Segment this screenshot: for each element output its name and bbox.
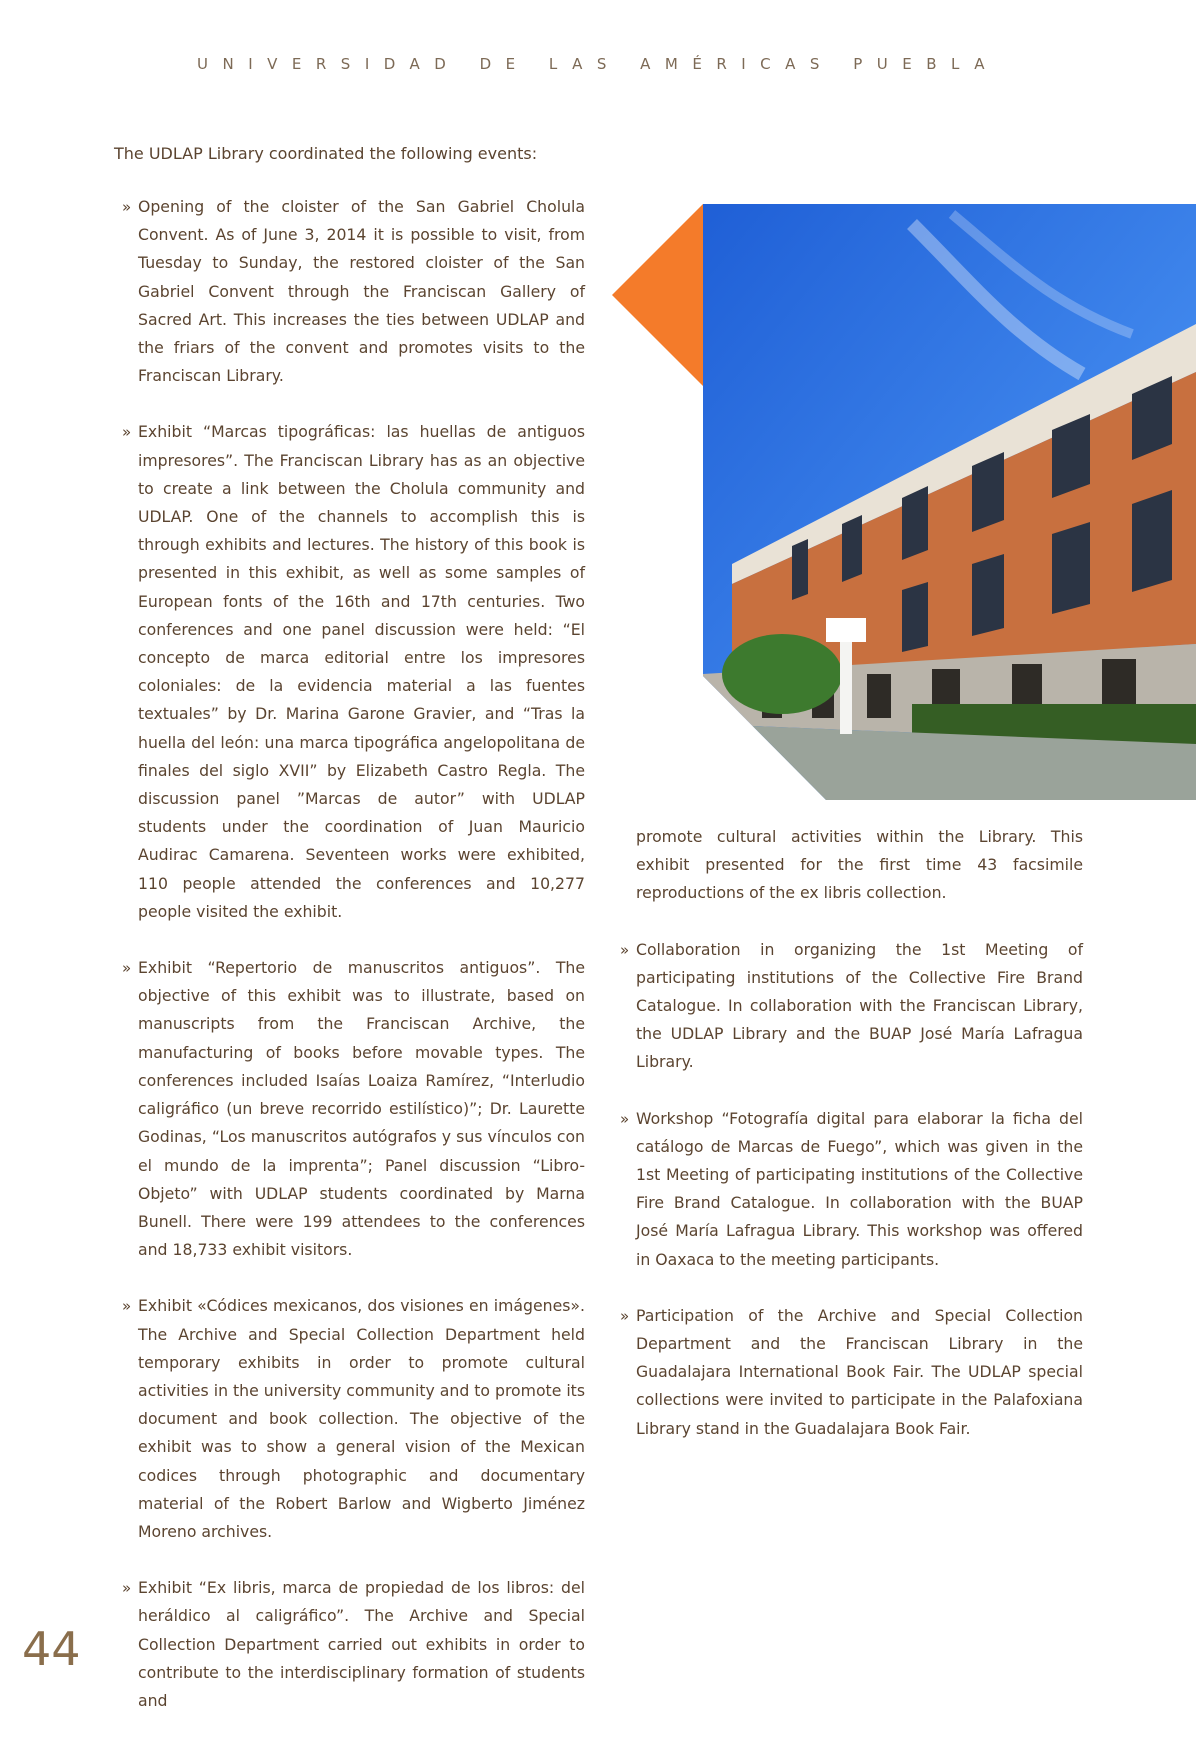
building-photo-graphic xyxy=(612,204,1196,800)
bullet-icon: » xyxy=(122,423,132,442)
bullet-icon: » xyxy=(620,1109,630,1128)
bullet-icon: » xyxy=(122,959,132,978)
list-item-text: Opening of the cloister of the San Gabriel Cholula Convent. As of June 3, 2014 it is possible to visit, from Tuesday to Sunday, the restored cloister of the San Gabriel Convent through the Franciscan Gallery of Sacred Art. This increases the ties between UDLAP and the friars of the convent and promotes visits to the Franciscan Library. xyxy=(138,197,585,386)
running-header: UNIVERSIDAD DE LAS AMÉRICAS PUEBLA xyxy=(197,55,999,73)
orange-triangle-accent xyxy=(612,204,703,386)
bullet-icon: » xyxy=(122,1297,132,1316)
list-item xyxy=(620,1105,1083,1274)
list-item xyxy=(620,1302,1083,1443)
bullet-icon: » xyxy=(620,940,630,959)
page-number: 44 xyxy=(22,1622,81,1676)
list-item-text: Exhibit “Ex libris, marca de propiedad de los libros: del heráldico al caligráfico”. The Archive and Special Collection Department carried out exhibits in order to contribute to the interdisciplinary formation of students and xyxy=(138,1578,585,1710)
list-item xyxy=(122,1292,586,1546)
list-item xyxy=(122,193,585,390)
list-item-text: Exhibit “Repertorio de manuscritos antiguos”. The objective of this exhibit was to illustrate, based on manuscripts from the Franciscan Archive, the manufacturing of books before movable types. The conferences included Isaías Loaiza Ramírez, “Interludio caligráfico (un breve recorrido estilístico)”; Dr. Laurette Godinas, “Los manuscritos autógrafos y sus vínculos con el mundo de la imprenta”; Panel discussion “Libro-Objeto” with UDLAP students coordinated by Marna Bunell. There were 199 attendees to the conferences and 18,733 exhibit visitors. xyxy=(138,958,585,1260)
bullet-icon: » xyxy=(122,1579,132,1598)
bullet-icon: » xyxy=(122,198,132,216)
list-item-text: Exhibit «Códices mexicanos, dos visiones en imágenes». The Archive and Special Collection Department held temporary exhibits in order to promote cultural activities in the university community and to promote its document and book collection. The objective of the exhibit was to show a general vision of the Mexican codices through photographic and documentary material of the Robert Barlow and Wigberto Jiménez Moreno archives. xyxy=(138,1296,586,1541)
list-item xyxy=(122,1574,585,1715)
list-item-text: Participation of the Archive and Special Collection Department and the Franciscan Library in the Guadalajara International Book Fair. The UDLAP special collections were invited to participate in the Palafoxiana Library stand in the Guadalajara Book Fair. xyxy=(636,1305,1083,1438)
list-item xyxy=(122,954,585,1264)
right-column xyxy=(620,823,1083,1471)
list-item xyxy=(620,936,1083,1077)
building-photo xyxy=(612,204,1196,800)
bullet-icon: » xyxy=(620,1306,630,1325)
continuation-text: promote cultural activities within the Library. This exhibit presented for the first time 43 facsimile reproductions of the ex libris collection. xyxy=(636,827,1083,903)
list-item xyxy=(122,418,585,926)
intro-text: The UDLAP Library coordinated the following events: xyxy=(114,144,538,163)
list-item-text: Exhibit “Marcas tipográficas: las huellas de antiguos impresores”. The Franciscan Library has as an objective to create a link between the Cholula community and UDLAP. One of the channels to accomplish this is through exhibits and lectures. The history of this book is presented in this exhibit, as well as some samples of European fonts of the 16th and 17th centuries. Two conferences and one panel discussion were held: “El concepto de marca editorial entre los impresores coloniales: de la evidencia material a las fuentes textuales” by Dr. Marina Garone Gravier, and “Tras la huella del león: una marca tipográfica angelopolitana de finales del siglo XVII” by Elizabeth Castro Regla. The discussion panel ”Marcas de autor” with UDLAP students under the coordination of Juan Mauricio Audirac Camarena. Seventeen works were exhibited, 110 people attended the conferences and 10,277 people visited the exhibit. xyxy=(138,422,585,921)
list-item-text: Collaboration in organizing the 1st Meeting of participating institutions of the Collective Fire Brand Catalogue. In collaboration with the Franciscan Library, the UDLAP Library and the BUAP José María Lafragua Library. xyxy=(636,939,1083,1072)
left-column xyxy=(122,193,586,1743)
list-item-text: Workshop “Fotografía digital para elaborar la ficha del catálogo de Marcas de Fuego”, which was given in the 1st Meeting of participating institutions of the Collective Fire Brand Catalogue. In collaboration with the BUAP José María Lafragua Library. This workshop was offered in Oaxaca to the meeting participants. xyxy=(636,1108,1083,1269)
